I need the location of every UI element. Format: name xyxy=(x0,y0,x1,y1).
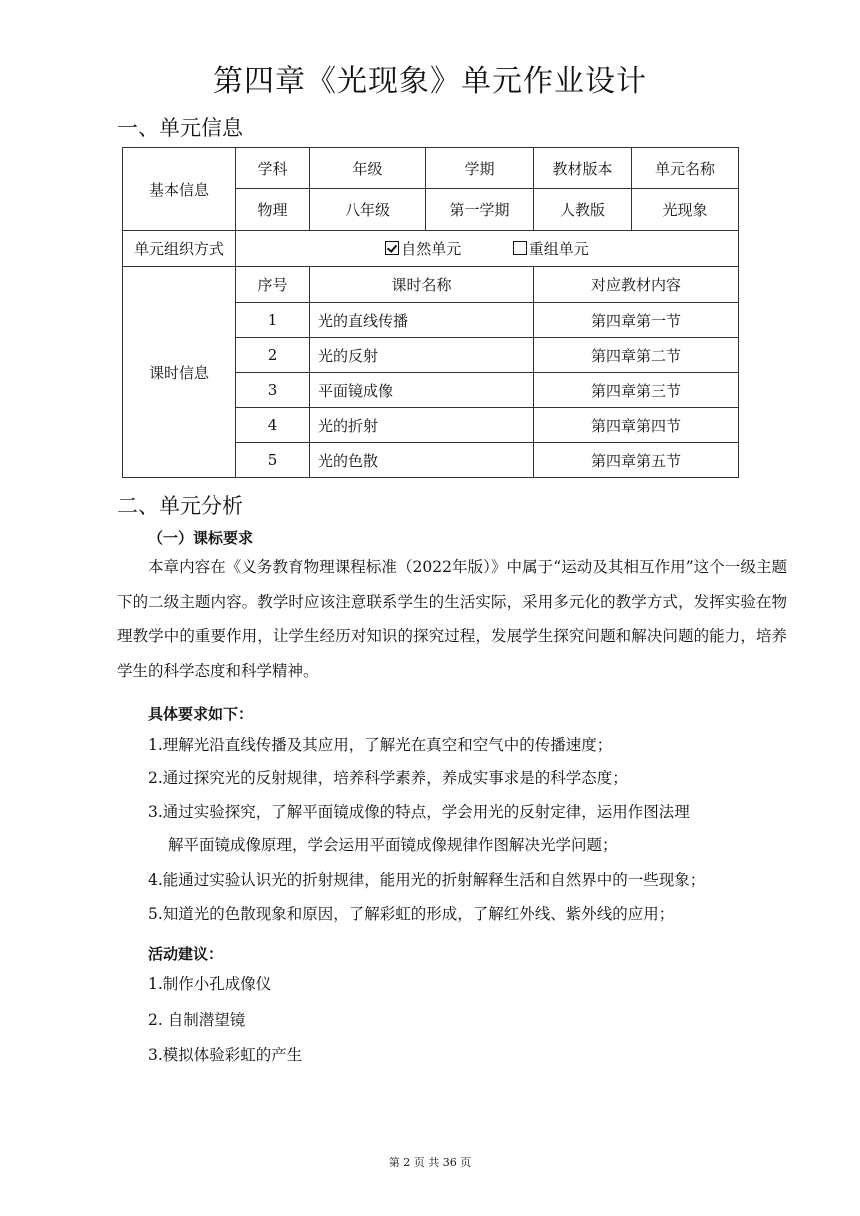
requirement-item: 1.理解光沿直线传播及其应用，了解光在真空和空气中的传播速度； xyxy=(148,736,613,754)
activity-item: 2. 自制潜望镜 xyxy=(148,1011,246,1029)
header-cell: 学期 xyxy=(426,148,534,189)
lesson-name: 光的色散 xyxy=(310,443,534,478)
lesson-name: 光的折射 xyxy=(310,408,534,443)
org-method-label: 单元组织方式 xyxy=(123,231,236,267)
lesson-name: 平面镜成像 xyxy=(310,373,534,408)
lesson-no: 1 xyxy=(236,303,310,338)
value-cell: 物理 xyxy=(236,189,310,231)
unchecked-checkbox-icon[interactable] xyxy=(513,241,527,255)
lesson-info-label: 课时信息 xyxy=(123,267,236,478)
lesson-no: 5 xyxy=(236,443,310,478)
header-cell: 教材版本 xyxy=(534,148,632,189)
lesson-no: 3 xyxy=(236,373,310,408)
requirement-item: 3.通过实验探究，了解平面镜成像的特点，学会用光的反射定律，运用作图法理 xyxy=(148,803,690,821)
lesson-name: 光的反射 xyxy=(310,338,534,373)
lesson-content: 第四章第四节 xyxy=(534,408,739,443)
requirement-item-continued: 解平面镜成像原理，学会运用平面镜成像规律作图解决光学问题； xyxy=(168,836,618,854)
activity-item: 3.模拟体验彩虹的产生 xyxy=(148,1046,303,1064)
natural-unit-option[interactable] xyxy=(385,240,466,258)
curriculum-paragraph: 本章内容在《义务教育物理课程标准（2022年版）》中属于“运动及其相互作用”这个一级主题下的二级主题内容。教学时应该注意联系学生的生活实际，采用多元化的教学方式，发挥实验在物理教学中的重要作用，让学生经历对知识的探究过程，发展学生探究问题和解决问题的能力，培养学生的科学态度和科学精神。 xyxy=(117,558,787,680)
lesson-content: 第四章第一节 xyxy=(534,303,739,338)
requirement-item: 2.通过探究光的反射规律，培养科学素养，养成实事求是的科学态度； xyxy=(148,769,628,787)
header-cell: 学科 xyxy=(236,148,310,189)
page-footer: 第 2 页 共 36 页 xyxy=(388,1156,472,1169)
lesson-no: 2 xyxy=(236,338,310,373)
regroup-unit-option[interactable] xyxy=(513,240,589,258)
value-cell: 八年级 xyxy=(310,189,426,231)
natural-unit-label: 自然单元 xyxy=(401,240,462,258)
header-cell: 单元名称 xyxy=(632,148,739,189)
value-cell: 第一学期 xyxy=(426,189,534,231)
activities-heading: 活动建议： xyxy=(148,945,224,963)
lesson-name: 光的直线传播 xyxy=(310,303,534,338)
lesson-no: 4 xyxy=(236,408,310,443)
regroup-unit-label: 重组单元 xyxy=(528,240,589,258)
header-cell: 年级 xyxy=(310,148,426,189)
requirement-item: 4.能通过实验认识光的折射规律，能用光的折射解释生活和自然界中的一些现象； xyxy=(148,871,706,889)
lesson-header-no: 序号 xyxy=(236,267,310,303)
checked-checkbox-icon[interactable] xyxy=(385,241,399,255)
lesson-header-name: 课时名称 xyxy=(310,267,534,303)
unit-info-table xyxy=(122,147,739,478)
section-heading-unit-info: 一、单元信息 xyxy=(117,116,243,140)
activity-item: 1.制作小孔成像仪 xyxy=(148,975,272,993)
lesson-content: 第四章第五节 xyxy=(534,443,739,478)
value-cell: 光现象 xyxy=(632,189,739,231)
lesson-header-content: 对应教材内容 xyxy=(534,267,739,303)
subheading-curriculum-standard: （一）课标要求 xyxy=(148,529,254,547)
document-title: 第四章《光现象》单元作业设计 xyxy=(213,64,647,99)
lesson-content: 第四章第二节 xyxy=(534,338,739,373)
lesson-content: 第四章第三节 xyxy=(534,373,739,408)
requirements-heading: 具体要求如下： xyxy=(148,705,254,723)
requirement-item: 5.知道光的色散现象和原因，了解彩虹的形成，了解红外线、紫外线的应用； xyxy=(148,905,675,923)
basic-info-label: 基本信息 xyxy=(123,148,236,231)
org-method-options xyxy=(236,231,739,267)
section-heading-unit-analysis: 二、单元分析 xyxy=(117,494,243,518)
value-cell: 人教版 xyxy=(534,189,632,231)
